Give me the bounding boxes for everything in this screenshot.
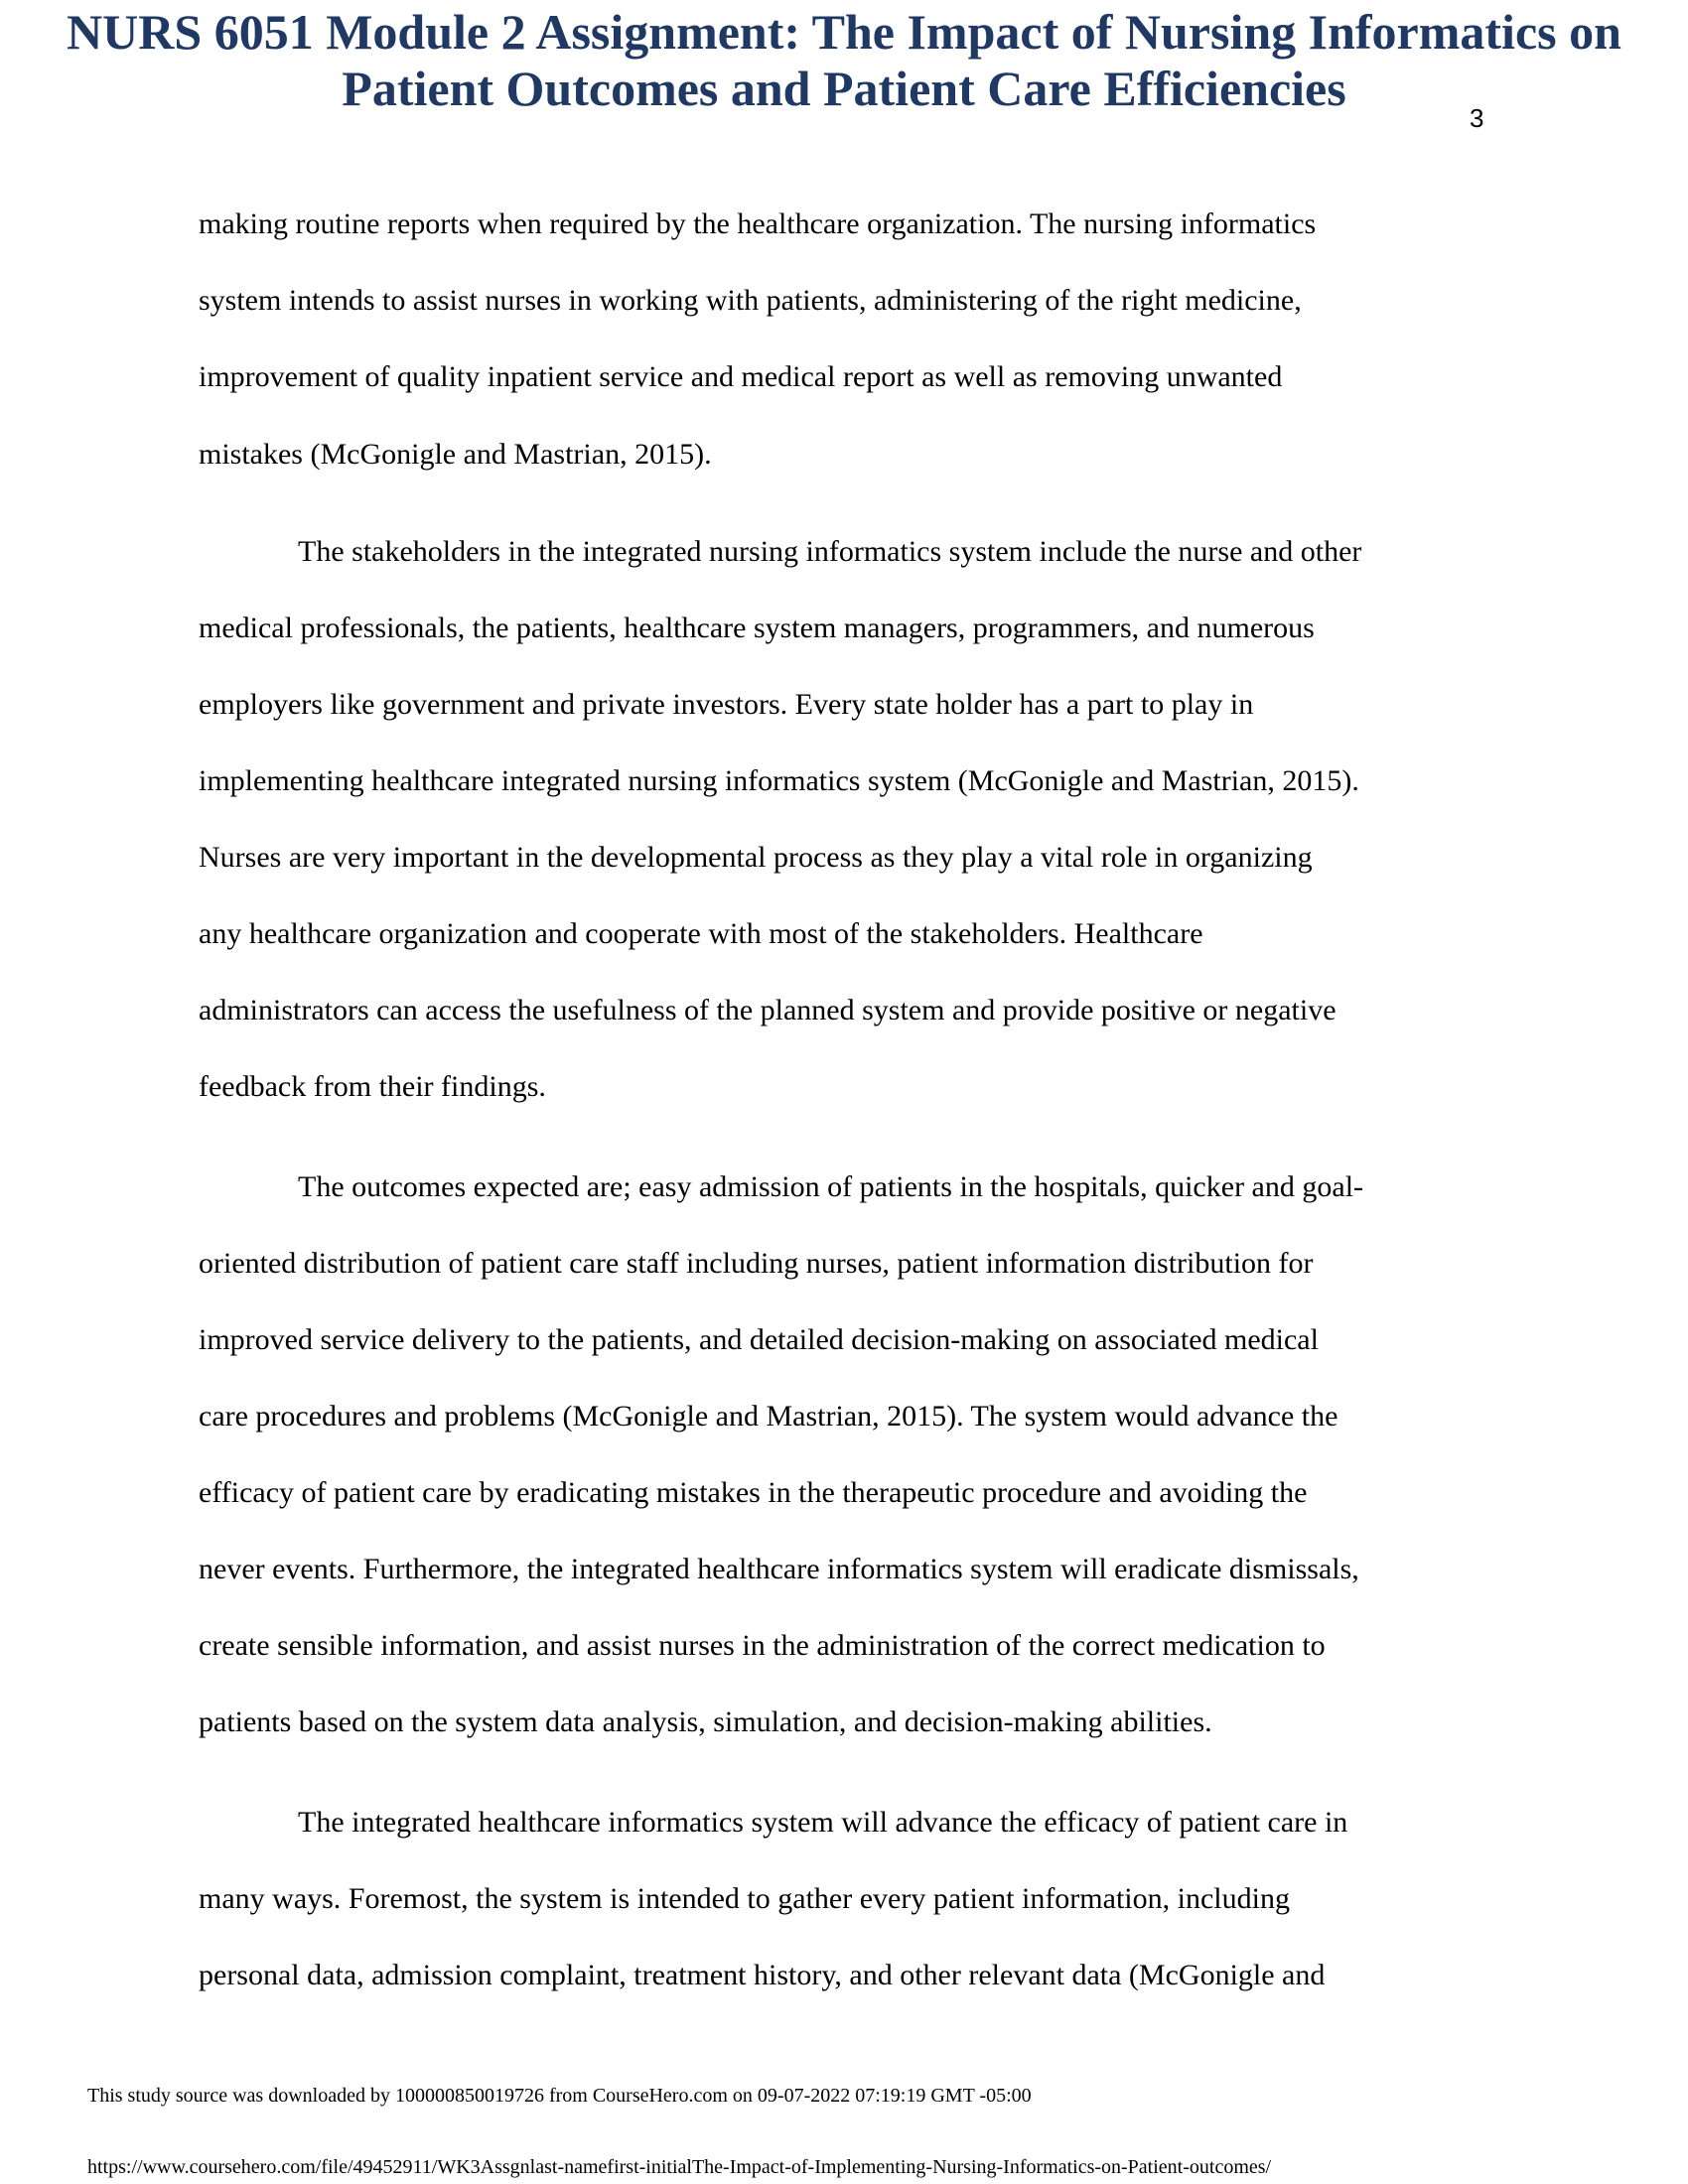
paragraph-4-line-3: personal data, admission complaint, treatment history, and other relevant data (McGonigle and [199,1959,1326,1991]
paragraph-2-line-6: any healthcare organization and cooperate with most of the stakeholders. Healthcare [199,917,1203,950]
source-url: https://www.coursehero.com/file/49452911/WK3Assgnlast-namefirst-initialThe-Impact-of-Implementing-Nursing-Informatics-on-Patient-outcomes/ [87,2156,1272,2178]
download-notice: This study source was downloaded by 100000850019726 from CourseHero.com on 09-07-2022 07:19:19 GMT -05:00 [87,2085,1032,2107]
paragraph-3-line-7: create sensible information, and assist nurses in the administration of the correct medication to [199,1629,1326,1662]
paragraph-2-line-7: administrators can access the usefulness of the planned system and provide positive or negative [199,994,1336,1026]
paragraph-3-line-5: efficacy of patient care by eradicating mistakes in the therapeutic procedure and avoiding the [199,1476,1308,1509]
paragraph-2-line-2: medical professionals, the patients, healthcare system managers, programmers, and numerous [199,612,1315,644]
paragraph-3-line-4: care procedures and problems (McGonigle and Mastrian, 2015). The system would advance the [199,1400,1338,1433]
paragraph-1-line-4: mistakes (McGonigle and Mastrian, 2015). [199,438,712,471]
paragraph-4-line-2: many ways. Foremost, the system is intended to gather every patient information, including [199,1882,1290,1915]
paragraph-4-line-1: The integrated healthcare informatics system will advance the efficacy of patient care in [298,1806,1348,1839]
paragraph-2-line-1: The stakeholders in the integrated nursing informatics system include the nurse and other [298,535,1362,568]
paragraph-3-line-6: never events. Furthermore, the integrated healthcare informatics system will eradicate dismissals, [199,1553,1359,1585]
document-title-line-1: NURS 6051 Module 2 Assignment: The Impact of Nursing Informatics on [67,4,1621,60]
paragraph-3-line-1: The outcomes expected are; easy admission of patients in the hospitals, quicker and goal- [298,1170,1364,1203]
paragraph-2-line-4: implementing healthcare integrated nursing informatics system (McGonigle and Mastrian, 2015). [199,764,1359,797]
paragraph-2-line-8: feedback from their findings. [199,1070,546,1103]
paragraph-2-line-3: employers like government and private investors. Every state holder has a part to play in [199,688,1254,721]
document-title [0,4,1688,117]
document-title-line-2: Patient Outcomes and Patient Care Efficiencies [342,61,1346,116]
paragraph-1-line-2: system intends to assist nurses in working with patients, administering of the right medicine, [199,284,1302,317]
paragraph-3-line-2: oriented distribution of patient care staff including nurses, patient information distribution for [199,1247,1314,1280]
paragraph-1-line-1: making routine reports when required by the healthcare organization. The nursing informatics [199,207,1317,240]
paragraph-3-line-3: improved service delivery to the patients, and detailed decision-making on associated medical [199,1323,1319,1356]
paragraph-2-line-5: Nurses are very important in the developmental process as they play a vital role in organizing [199,841,1313,874]
paragraph-3-line-8: patients based on the system data analysis, simulation, and decision-making abilities. [199,1706,1212,1738]
paragraph-1-line-3: improvement of quality inpatient service and medical report as well as removing unwanted [199,360,1283,393]
page-number: 3 [1470,103,1484,133]
